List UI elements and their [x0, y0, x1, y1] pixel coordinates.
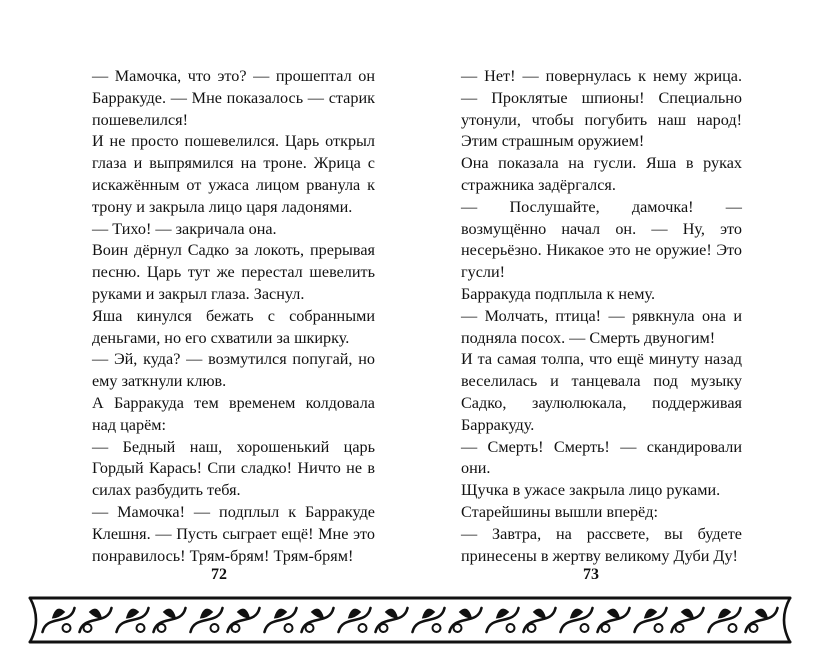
paragraph: — Молчать, птица! — рявкнула она и подняла посох. — Смерть двуногим!	[461, 306, 742, 347]
ornament-swirl	[598, 608, 630, 632]
paragraph: Старейшины вышли вперёд:	[461, 502, 658, 521]
paragraph: — Эй, куда? — возмутился попугай, но ему заткнули клюв.	[92, 350, 375, 391]
ornament-swirl	[487, 608, 519, 632]
ornament-swirl	[524, 608, 556, 632]
ornament-swirl	[43, 608, 75, 632]
ornament-swirl	[450, 608, 482, 632]
ornament-swirl	[746, 608, 778, 632]
ornament-swirl	[561, 608, 593, 632]
paragraph: — Мамочка! — подплыл к Барракуде Клешня. — Пусть сыграет ещё! Мне это понравилось! Трям-брям! Трям-брям!	[92, 502, 375, 565]
paragraph: И не просто пошевелился. Царь открыл глаза и выпрямился на троне. Жрица с искажённым от ужаса лицом рванула к трону и закрыла лицо царя ладонями.	[92, 132, 375, 216]
ornament-swirl	[709, 608, 741, 632]
ornament-swirl	[672, 608, 704, 632]
paragraph: — Бедный наш, хорошенький царь Гордый Карась! Спи сладко! Ничто не в силах разбудить тебя.	[92, 437, 375, 500]
ornament-swirl	[265, 608, 297, 632]
paragraph: — Смерть! Смерть! — скандировали они.	[461, 437, 742, 478]
right-page-text	[461, 66, 742, 567]
paragraph: — Мамочка, что это? — прошептал он Барракуде. — Мне показалось — старик пошевелился!	[92, 67, 375, 129]
left-page-text	[92, 66, 375, 567]
paragraph: И та самая толпа, что ещё минуту назад веселилась и танцевала под музыку Садко, заулюлюкала, поддерживая Барракуду.	[461, 350, 742, 434]
page-number-left: 72	[211, 566, 227, 583]
ornament-swirl	[117, 608, 149, 632]
ornament-swirl	[228, 608, 260, 632]
ornament-swirl	[80, 608, 112, 632]
paragraph: — Нет! — повернулась к нему жрица. — Проклятые шпионы! Специально утонули, чтобы погубить наш народ! Этим страшным оружием!	[461, 67, 742, 151]
paragraph: — Послушайте, дамочка! — возмущённо начал он. — Ну, это несерьёзно. Никакое это не оружие! Это гусли!	[461, 197, 742, 282]
ornament-swirl	[154, 608, 186, 632]
paragraph: Барракуда подплыла к нему.	[461, 284, 656, 303]
paragraph: — Тихо! — закричала она.	[92, 219, 277, 238]
ornament-swirl	[191, 608, 223, 632]
paragraph: Щучка в ужасе закрыла лицо руками.	[461, 481, 721, 500]
ornament-swirl	[635, 608, 667, 632]
paragraph: А Барракуда тем временем колдовала над царём:	[92, 393, 375, 434]
ornament-swirl	[339, 608, 371, 632]
ornament-swirl	[302, 608, 334, 632]
decorative-border-ornament	[28, 592, 792, 648]
ornament-swirl	[376, 608, 408, 632]
paragraph: Воин дёрнул Садко за локоть, прерывая песню. Царь тут же перестал шевелить руками и закрыл глаза. Заснул.	[92, 241, 375, 303]
paragraph: Она показала на гусли. Яша в руках стражника задёргался.	[461, 154, 742, 194]
paragraph: Яша кинулся бежать с собранными деньгами, но его схватили за шкирку.	[92, 306, 375, 347]
paragraph: — Завтра, на рассвете, вы будете принесены в жертву великому Дуби Ду!	[461, 524, 742, 565]
ornament-swirl	[413, 608, 445, 632]
page-number-right: 73	[583, 566, 599, 583]
